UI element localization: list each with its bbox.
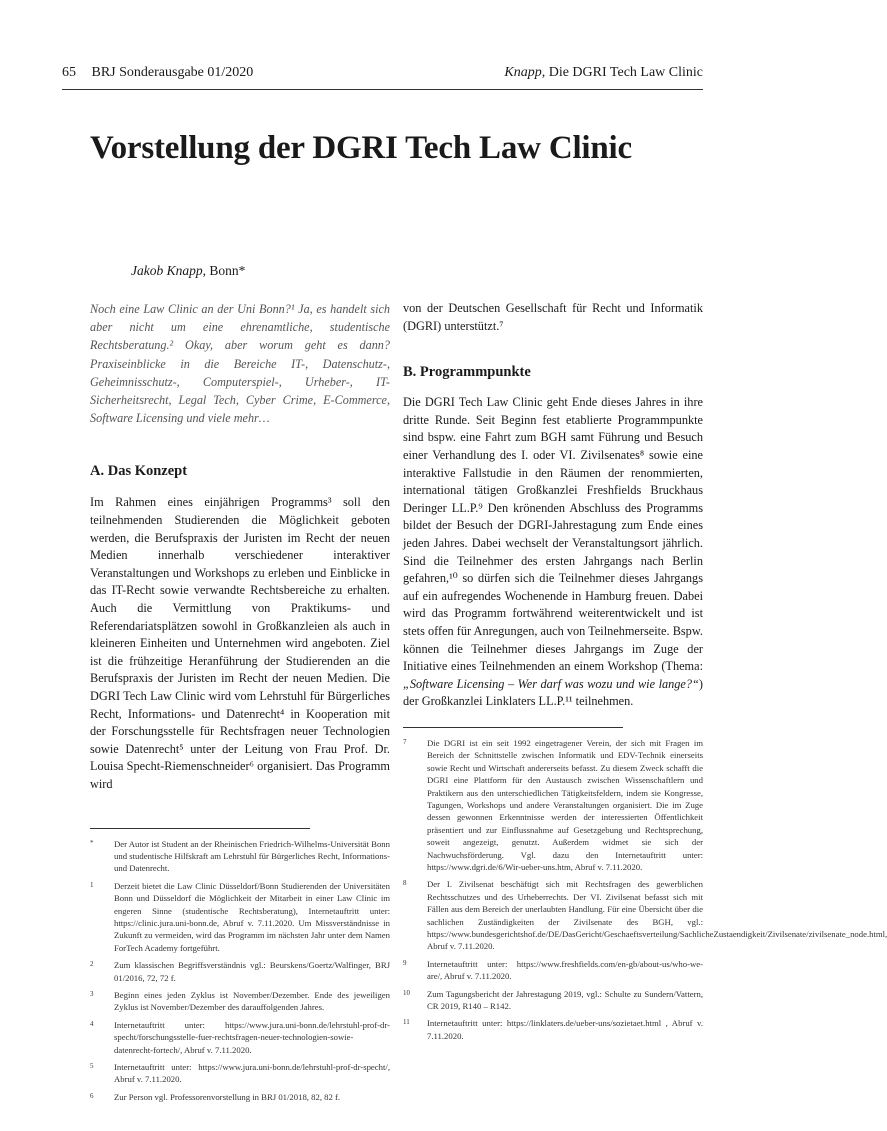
- footnote-text: Derzeit bietet die Law Clinic Düsseldorf/Bonn Studierenden der Universitäten Bonn und Düsseldorf die Möglichkeit der Mitarbeit in einer Law Clinic im engeren Sinne (studentische Rechtsberatung), Internetauftritt unter: https://clinic.jura.uni-bonn.de, Abruf v. 7.11.2020. Um Missverständnisse in Zukunft zu vermeiden, wird das Programm im nächsten Jahr unter dem Namen ForTech Academy fortgeführt.: [114, 880, 390, 953]
- footnote-text: Der Autor ist Student an der Rheinischen Friedrich-Wilhelms-Universität Bonn und studentische Hilfskraft am Lehrstuhl für Bürgerliches Recht, Informations- und Datenrecht.: [114, 838, 390, 874]
- footnote-text: Der I. Zivilsenat beschäftigt sich mit Rechtsfragen des gewerblichen Rechtsschutzes und des Urheberrechts. Der VI. Zivilsenat befasst sich mit Fällen aus dem Bereich der unerlaubten Handlung. Für eine Übersicht über die sachlichen Zuständigkeiten der Zivilsenate des BGH, vgl.: https://www.bundesgerichtshof.de/DE/DasGericht/Geschaeftsverteilung/SachlicheZustaendigkeit/Zivilsenate/zivilsenate_node.html, Abruf v. 7.11.2020.: [427, 879, 887, 952]
- section-b-text-main: Die DGRI Tech Law Clinic geht Ende dieses Jahres in ihre dritte Runde. Seit Beginn fest etablierte Programmpunkte sind bspw. eine Fahrt zum BGH samt Führung und Besuch einer Verhandlung des I. oder VI. Zivilsenates⁸ sowie eine interaktive Fallstudie in den Räumen der renommierten, international tätigen Großkanzlei Freshfields Bruckhaus Deringer LL.P.⁹ Den krönenden Abschluss des Programms bildet der Besuch der DGRI-Jahrestagung zum Ende eines jeden Jahres. Dabei wechselt der Veranstaltungsort jährlich. Sind die Teilnehmer des ersten Jahrgangs nach Berlin gefahren,¹⁰ so dürfen sich die Teilnehmer dieses Jahrgangs auf ein aufregendes Wochenende in Hamburg freuen. Dabei wird das Programm fortwährend weiterentwickelt und ist stets offen für Anregungen, auch von Teilnehmerseite. Bspw. können die Teilnehmer dieses Jahrgangs im Zuge der Initiative eines Teilnehmenden an einem Workshop (Thema:: [403, 395, 703, 674]
- footnote-mark: 6: [90, 1091, 94, 1100]
- header-article-title: Die DGRI Tech Law Clinic: [548, 65, 703, 80]
- footnote-text: Internetauftritt unter: https://www.jura.uni-bonn.de/lehrstuhl-prof-dr-specht/, Abruf v. 7.11.2020.: [114, 1062, 390, 1085]
- page-number: 65: [62, 65, 76, 80]
- right-column: [403, 300, 887, 1047]
- continuation-text: von der Deutschen Gesellschaft für Recht und Informatik (DGRI) unterstützt.⁷: [403, 301, 703, 333]
- author-line: [131, 262, 245, 280]
- footnote: [90, 880, 390, 954]
- header-left: [62, 64, 253, 82]
- footnote: [403, 737, 703, 873]
- footnote-mark: 11: [403, 1018, 410, 1027]
- header-rule: [62, 89, 703, 90]
- footnote-mark: 3: [90, 989, 94, 998]
- footnote-text: Beginn eines jeden Zyklus ist November/Dezember. Ende des jeweiligen Zyklus ist November/Dezember des darauffolgenden Jahres.: [114, 989, 390, 1013]
- section-heading-b: B. Programmpunkte: [403, 364, 531, 381]
- footnote-mark: 10: [403, 988, 410, 997]
- footnote: [90, 838, 390, 875]
- footnote: [403, 988, 703, 1013]
- footnote: [90, 1019, 390, 1056]
- footnote-text: Zur Person vgl. Professorenvorstellung in BRJ 01/2018, 82, 82 f.: [114, 1091, 341, 1102]
- section-a-text: Im Rahmen eines einjährigen Programms³ soll den teilnehmenden Studierenden die Möglichkeit geboten werden, die Berufspraxis der Juristen im Recht der neuen Medien innerhalb verschiedener interaktiver Veranstaltungen und Workshops zu erleben und Einblicke in das IT-Recht sowie verwandte Rechtsbereiche zu erhalten. Auch die Vermittlung von Praktikums- und Referendariatsplätzen sowohl in Großkanzleien als auch in kleineren Einheiten und Unternehmen wird angeboten. Ziel ist die frühzeitige Heranführung der Studierenden an die Berufspraxis der Juristen im Recht der neuen Medien. Die DGRI Tech Law Clinic wird vom Lehrstuhl für Bürgerliches Recht, Informations- und Datenrecht⁴ in Kooperation mit der Forschungsstelle für Rechtsfragen neuer Technologien sowie Datenrecht⁵ unter der Leitung von Frau Prof. Dr. Louisa Specht-Riemenschneider⁶ organisiert. Das Programm wird: [90, 495, 390, 791]
- footnote-mark: 7: [403, 737, 407, 746]
- footnotes-left: [90, 838, 390, 1104]
- header-author: Knapp,: [504, 65, 546, 80]
- footnote-mark: 4: [90, 1019, 94, 1028]
- author-location: Bonn*: [209, 263, 246, 278]
- footnote: [403, 1017, 703, 1042]
- section-heading-a: A. Das Konzept: [90, 463, 188, 480]
- footnote: [90, 1061, 390, 1086]
- footnote-mark: 5: [90, 1062, 94, 1071]
- footnote-text: Internetauftritt unter: https://linklaters.de/ueber-uns/sozietaet.html , Abruf v. 7.11.2020.: [427, 1018, 703, 1041]
- footnote: [403, 878, 887, 952]
- footnote-mark: *: [90, 838, 94, 847]
- abstract: Noch eine Law Clinic an der Uni Bonn?¹ Ja, es handelt sich aber nicht um eine ehrenamtliche, studentische Rechtsberatung.² Okay, aber worum geht es dann? Praxiseinblicke in die Bereiche IT-, Datenschutz-, Geheimnisschutz-, Computerspiel-, Urheber-, IT-Sicherheitsrecht, Legal Tech, Cyber Crime, E-Commerce, Software Licensing und viele mehr…: [90, 302, 390, 426]
- left-column: [90, 300, 390, 1108]
- footnote-mark: 1: [90, 880, 94, 889]
- footnote-mark: 8: [403, 879, 407, 888]
- author-name: Jakob Knapp,: [131, 263, 206, 278]
- footnote-text: Internetauftritt unter: https://www.jura.uni-bonn.de/lehrstuhl-prof-dr-specht/forschungsstelle-fuer-rechtsfragen-neuer-technologien-sowie-datenrecht-fortech/, Abruf v. 7.11.2020.: [114, 1019, 390, 1055]
- section-b-text-end: ) der Großkanzlei Linklaters LL.P.¹¹ teilnehmen.: [403, 676, 703, 709]
- footnote-text: Die DGRI ist ein seit 1992 eingetragener Verein, der sich mit Fragen im Bereich der Schnittstelle zwischen Informatik und EDV-Technik einerseits sowie Recht und Wirtschaft andererseits befasst. Zu diesem Zweck schafft die DGRI eine Plattform für den Austausch zwischen Wissenschaftlern und Praktikern aus den unterschiedlichen Tätigkeitsfeldern, indem sie Kongresse, Tagungen, Workshops und andere Veranstaltungen organisiert. Die im Zuge dessen gewonnen Erkenntnisse werden der interessierten Öffentlichkeit präsentiert und zur Einflussnahme auf Gesetzgebung und Rechtsprechung, soweit angezeigt, genutzt. Außerdem widmet sie sich der Nachwuchsförderung. Vgl. dazu den Internetauftritt unter: https://www.dgri.de/6/Wir-ueber-uns.htm, Abruf v. 7.11.2020.: [427, 737, 703, 872]
- article-title: Vorstellung der DGRI Tech Law Clinic: [90, 130, 632, 166]
- header-right: [504, 64, 703, 82]
- footnote-mark: 2: [90, 960, 94, 969]
- footnote-mark: 9: [403, 958, 407, 967]
- footnotes-right: [403, 737, 887, 1042]
- footnote-text: Zum klassischen Begriffsverständnis vgl.: Beurskens/Goertz/Walfinger, BRJ 01/2016, 72, 72 f.: [114, 960, 390, 983]
- footnote: [403, 958, 703, 983]
- footnote: [90, 1091, 390, 1103]
- footnote-text: Zum Tagungsbericht der Jahrestagung 2019, vgl.: Schulte zu Sundern/Vattern, CR 2019, R140 – R142.: [427, 988, 703, 1011]
- footnote-text: Internetauftritt unter: https://www.freshfields.com/en-gb/about-us/who-we-are/, Abruf v. 7.11.2020.: [427, 958, 703, 982]
- workshop-topic: „Software Licensing – Wer darf was wozu und wie lange?“: [403, 676, 699, 691]
- footnote: [90, 989, 390, 1014]
- footnote: [90, 959, 390, 984]
- section-b-text: [403, 394, 703, 711]
- journal-name: BRJ Sonderausgabe 01/2020: [91, 65, 254, 80]
